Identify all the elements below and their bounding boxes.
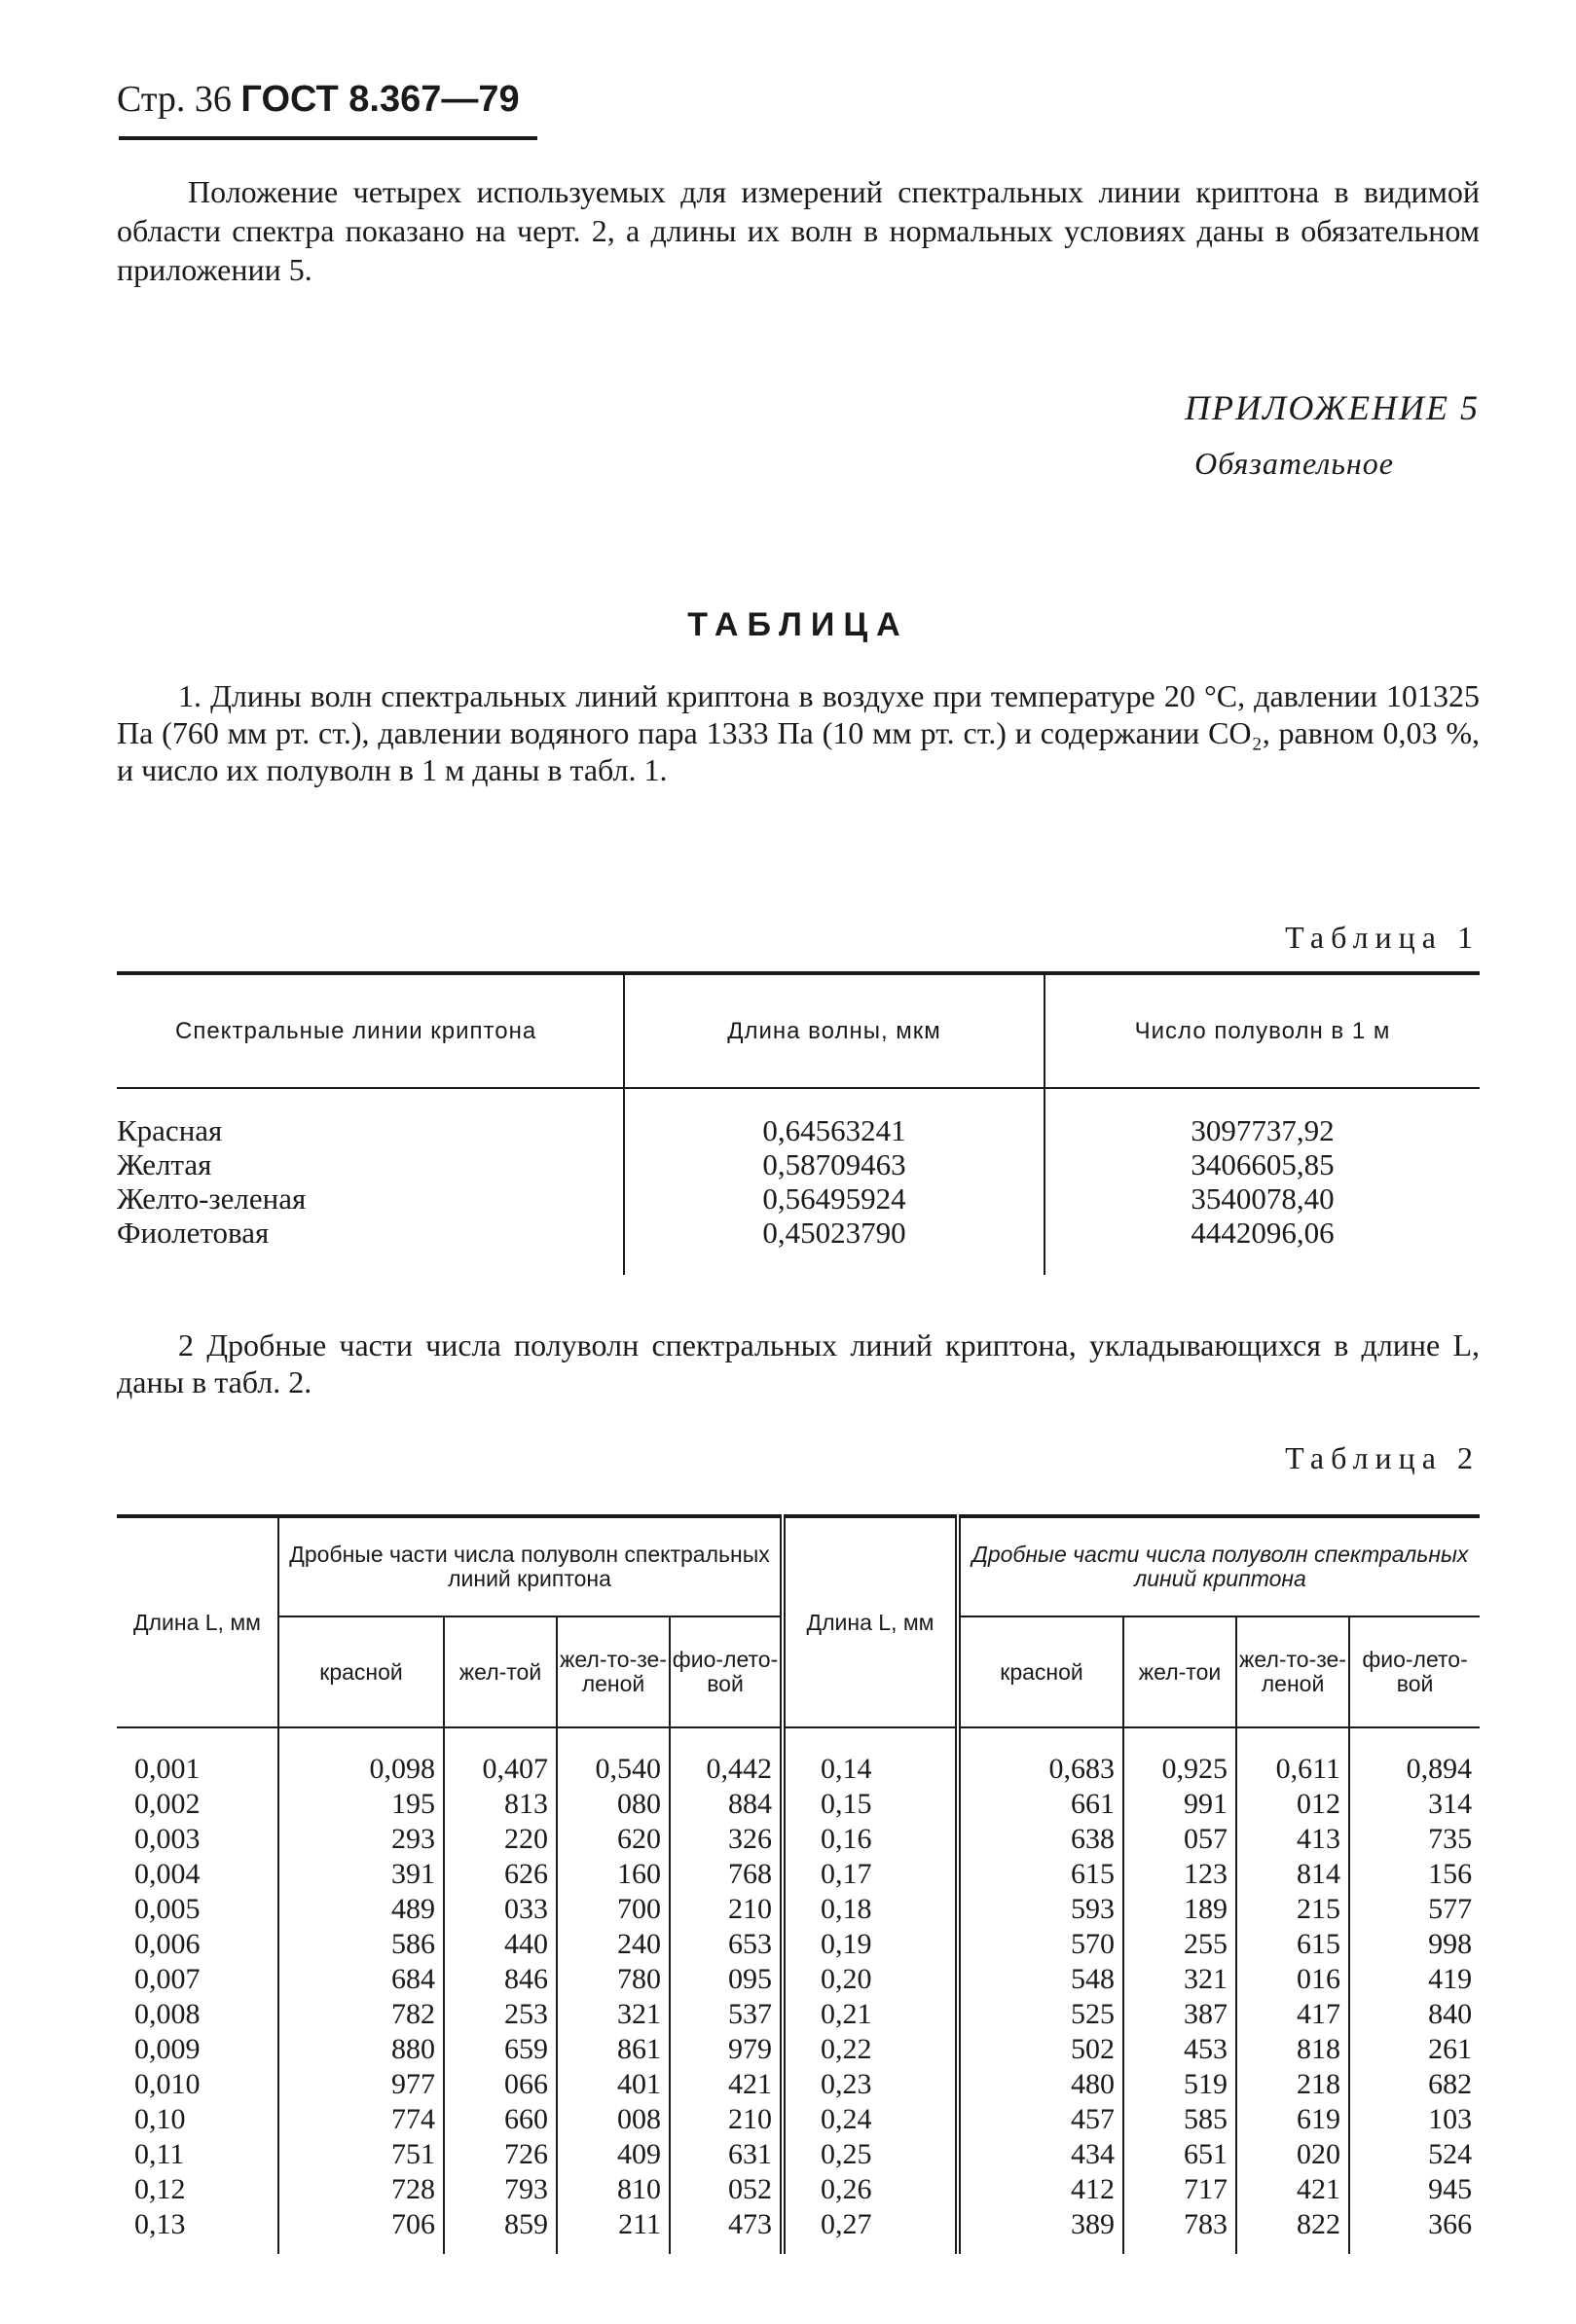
table2-cell: 0,442 [706,1753,773,1785]
appendix-title: ПРИЛОЖЕНИЕ 5 [1185,388,1480,427]
table2-cell: 525 [1071,1998,1116,2030]
table2-cell: 0,683 [1048,1753,1116,1785]
table2-cell: 0,10 [134,2103,186,2135]
table2-cell: 421 [1297,2173,1341,2205]
table2-label: Таблица 2 [1285,1440,1480,1475]
table2-cell: 593 [1071,1893,1116,1925]
table2-cell: 389 [1071,2208,1116,2240]
table1-cell-halfwaves: 3406605,85 [1191,1147,1335,1181]
page-header [117,78,520,121]
table2-cell: 615 [1297,1928,1341,1960]
paragraph-1: 1. Длины волн спектральных линий криптона в воздухе при температуре 20 °С, давлении 101325 Па (760 мм рт. ст.), давлении водяного пара 1333 Па (10 мм рт. ст.) и содержании CO₂, равном 0,03 %, и число их полуволн в 1 м даны в табл. 1. [117,678,1480,787]
table2-cell: 0,11 [134,2138,185,2170]
table2-cell: 0,20 [821,1963,872,1995]
table2-cell: 751 [391,2138,435,2170]
table1-cell-halfwaves: 4442096,06 [1191,1216,1335,1250]
table2-cell: 189 [1184,1893,1228,1925]
paragraph-2: 2 Дробные части числа полуволн спектральных линий криптона, укладывающихся в длине L, даны в табл. 2. [117,1327,1480,1399]
table2-cell: 293 [391,1823,435,1855]
table2-cell: 631 [728,2138,773,2170]
table2-cell: 991 [1184,1788,1228,1820]
table2-yellowgreen-column-right [1236,1727,1349,2254]
table2-cell: 977 [391,2068,435,2100]
table2-cell: 615 [1071,1858,1116,1890]
table1-cell-halfwaves: 3097737,92 [1191,1113,1335,1147]
table2-cell: 016 [1297,1963,1341,1995]
page-number: Стр. 36 [117,79,232,120]
table2-cell: 008 [617,2103,661,2135]
table2-cell: 653 [728,1928,773,1960]
table2-cell: 585 [1184,2103,1228,2135]
table2-cell: 818 [1297,2033,1341,2065]
table2-cell: 0,002 [134,1788,201,1820]
table1-header-wavelength: Длина волны, мкм [624,973,1045,1088]
table2-cell: 480 [1071,2068,1116,2100]
table2-cell: 0,19 [821,1928,872,1960]
table2-sub-yellow-left: жел-той [444,1616,557,1727]
table1-cell-wavelength: 0,58709463 [762,1147,906,1181]
table1-cell-wavelength: 0,56495924 [762,1181,906,1216]
table2-cell: 684 [391,1963,435,1995]
table2-cell: 453 [1184,2033,1228,2065]
table2-cell: 619 [1297,2103,1341,2135]
table2-cell: 661 [1071,1788,1116,1820]
table2-red-column-right [958,1727,1123,2254]
table-2 [117,1514,1480,2254]
table2-violet-column-left [670,1727,783,2254]
table2-cell: 586 [391,1928,435,1960]
table2-cell: 768 [728,1858,773,1890]
table2-cell: 880 [391,2033,435,2065]
table1-wavelength-column [624,1088,1045,1275]
standard-code: ГОСТ 8.367—79 [240,79,520,120]
table2-cell: 502 [1071,2033,1116,2065]
table2-cell: 0,407 [482,1753,548,1785]
table2-yellowgreen-column-left [557,1727,670,2254]
table1-header-halfwaves: Число полуволн в 1 м [1045,973,1480,1088]
table2-header-length-right: Длина L, мм [783,1516,958,1727]
table1-header-lines-text: Спектральные линии криптона [175,1017,537,1044]
table2-cell: 440 [504,1928,548,1960]
table2-cell: 195 [391,1788,435,1820]
table2-cell: 0,098 [369,1753,435,1785]
table1-cell-wavelength: 0,45023790 [762,1216,906,1250]
header-rule [119,136,537,140]
table2-cell: 0,925 [1161,1753,1228,1785]
table2-sub-violet-right: фио-лето-вой [1349,1616,1480,1727]
table2-cell: 998 [1428,1928,1473,1960]
table2-cell: 783 [1184,2208,1228,2240]
table2-cell: 700 [617,1893,661,1925]
table2-cell: 0,006 [134,1928,201,1960]
table2-cell: 0,009 [134,2033,201,2065]
table2-cell: 0,12 [134,2173,186,2205]
table2-cell: 210 [728,1893,773,1925]
table2-cell: 417 [1297,1998,1341,2030]
table2-cell: 218 [1297,2068,1341,2100]
intro-paragraph: Положение четырех используемых для измерений спектральных линии криптона в видимой области спектра показано на черт. 2, а длины их волн в нормальных условиях даны в обязательном приложении 5. [117,174,1480,287]
table2-cell: 0,540 [595,1753,661,1785]
table2-cell: 682 [1428,2068,1473,2100]
table2-cell: 211 [618,2208,661,2240]
table1-lines-column [117,1088,624,1275]
table2-cell: 524 [1428,2138,1473,2170]
table2-cell: 156 [1428,1858,1473,1890]
table2-cell: 814 [1297,1858,1341,1890]
table2-cell: 033 [504,1893,548,1925]
table2-cell: 314 [1428,1788,1473,1820]
table2-cell: 012 [1297,1788,1341,1820]
table1-cell-wavelength: 0,64563241 [762,1113,906,1147]
table2-cell: 0,24 [821,2103,872,2135]
table2-cell: 412 [1071,2173,1116,2205]
table1-header-lines [117,973,624,1088]
table2-cell: 434 [1071,2138,1116,2170]
table2-cell: 0,26 [821,2173,872,2205]
table2-cell: 0,894 [1406,1753,1473,1785]
table2-cell: 489 [391,1893,435,1925]
table2-cell: 0,13 [134,2208,186,2240]
table2-cell: 321 [1184,1963,1228,1995]
table1-cell-line: Красная [117,1113,223,1147]
table2-cell: 253 [504,1998,548,2030]
table2-sub-violet-left: фио-лето-вой [670,1616,783,1727]
table2-cell: 123 [1184,1858,1228,1890]
table2-cell: 0,008 [134,1998,201,2030]
table2-cell: 726 [504,2138,548,2170]
table1-halfwaves-column [1045,1088,1480,1275]
table2-cell: 0,611 [1275,1753,1341,1785]
table2-cell: 813 [504,1788,548,1820]
table2-cell: 774 [391,2103,435,2135]
table2-cell: 401 [617,2068,661,2100]
table2-cell: 651 [1184,2138,1228,2170]
table2-cell: 210 [728,2103,773,2135]
table2-cell: 0,16 [821,1823,872,1855]
table2-cell: 255 [1184,1928,1228,1960]
table2-violet-column-right [1349,1727,1480,2254]
table2-header-group-right: Дробные части числа полуволн спектральных линий криптона [958,1516,1480,1616]
table-1 [117,971,1480,1275]
table2-cell: 103 [1428,2103,1473,2135]
table2-length-column-left [117,1727,278,2254]
table2-cell: 638 [1071,1823,1116,1855]
table2-cell: 215 [1297,1893,1341,1925]
table2-cell: 548 [1071,1963,1116,1995]
table2-cell: 240 [617,1928,661,1960]
table2-cell: 321 [617,1998,661,2030]
appendix-subtitle: Обязательное [1194,446,1394,481]
table2-cell: 0,001 [134,1753,201,1785]
table2-cell: 457 [1071,2103,1116,2135]
table2-cell: 387 [1184,1998,1228,2030]
table2-cell: 220 [504,1823,548,1855]
table2-cell: 473 [728,2208,773,2240]
table2-cell: 057 [1184,1823,1228,1855]
table2-sub-red-left: красной [278,1616,444,1727]
table2-cell: 391 [391,1858,435,1890]
table2-cell: 0,004 [134,1858,201,1890]
table2-cell: 979 [728,2033,773,2065]
table2-cell: 413 [1297,1823,1341,1855]
table2-cell: 577 [1428,1893,1473,1925]
table2-cell: 0,22 [821,2033,872,2065]
table2-cell: 080 [617,1788,661,1820]
table2-cell: 160 [617,1858,661,1890]
table2-cell: 0,005 [134,1893,201,1925]
table2-cell: 945 [1428,2173,1473,2205]
table2-cell: 519 [1184,2068,1228,2100]
table2-cell: 735 [1428,1823,1473,1855]
table2-cell: 659 [504,2033,548,2065]
table2-cell: 409 [617,2138,661,2170]
table2-cell: 537 [728,1998,773,2030]
table2-red-column-left [278,1727,444,2254]
table2-cell: 0,003 [134,1823,201,1855]
table2-cell: 782 [391,1998,435,2030]
table2-length-column-right [783,1727,958,2254]
table2-cell: 052 [728,2173,773,2205]
table2-cell: 095 [728,1963,773,1995]
table2-sub-red-right: красной [958,1616,1123,1727]
table2-cell: 421 [728,2068,773,2100]
table2-header-length-left: Длина L, мм [117,1516,278,1727]
table2-cell: 0,15 [821,1788,872,1820]
table2-cell: 066 [504,2068,548,2100]
table2-cell: 0,18 [821,1893,872,1925]
table2-cell: 706 [391,2208,435,2240]
table2-cell: 419 [1428,1963,1473,1995]
table1-label: Таблица 1 [1285,920,1480,955]
table2-cell: 861 [617,2033,661,2065]
table1-cell-line: Фиолетовая [117,1216,270,1250]
table2-cell: 717 [1184,2173,1228,2205]
table2-cell: 660 [504,2103,548,2135]
table2-cell: 0,010 [134,2068,201,2100]
table2-cell: 366 [1428,2208,1473,2240]
table2-cell: 326 [728,1823,773,1855]
table2-cell: 884 [728,1788,773,1820]
table2-sub-yellow-right: жел-тои [1123,1616,1236,1727]
table2-yellow-column-left [444,1727,557,2254]
table2-sub-yellowgreen-right: жел-то-зе-леной [1236,1616,1349,1727]
table2-cell: 728 [391,2173,435,2205]
table2-cell: 0,23 [821,2068,872,2100]
table2-cell: 0,25 [821,2138,872,2170]
table2-cell: 780 [617,1963,661,1995]
table2-cell: 0,27 [821,2208,872,2240]
table2-yellow-column-right [1123,1727,1236,2254]
table1-cell-halfwaves: 3540078,40 [1191,1181,1335,1216]
table2-cell: 261 [1428,2033,1473,2065]
table2-cell: 840 [1428,1998,1473,2030]
table2-cell: 0,21 [821,1998,872,2030]
table2-cell: 020 [1297,2138,1341,2170]
table2-cell: 793 [504,2173,548,2205]
table2-cell: 810 [617,2173,661,2205]
table2-cell: 0,17 [821,1858,872,1890]
main-title: ТАБЛИЦА [687,606,909,643]
table2-header-group-left: Дробные части числа полуволн спектральных линий криптона [278,1516,783,1616]
table2-cell: 0,007 [134,1963,201,1995]
table2-cell: 620 [617,1823,661,1855]
table2-sub-yellowgreen-left: жел-то-зе-леной [557,1616,670,1727]
table1-cell-line: Желтая [117,1147,212,1181]
table2-cell: 0,14 [821,1753,872,1785]
table2-cell: 570 [1071,1928,1116,1960]
table2-cell: 626 [504,1858,548,1890]
table2-cell: 846 [504,1963,548,1995]
table1-cell-line: Желто-зеленая [117,1181,307,1216]
table2-cell: 822 [1297,2208,1341,2240]
table2-cell: 859 [504,2208,548,2240]
